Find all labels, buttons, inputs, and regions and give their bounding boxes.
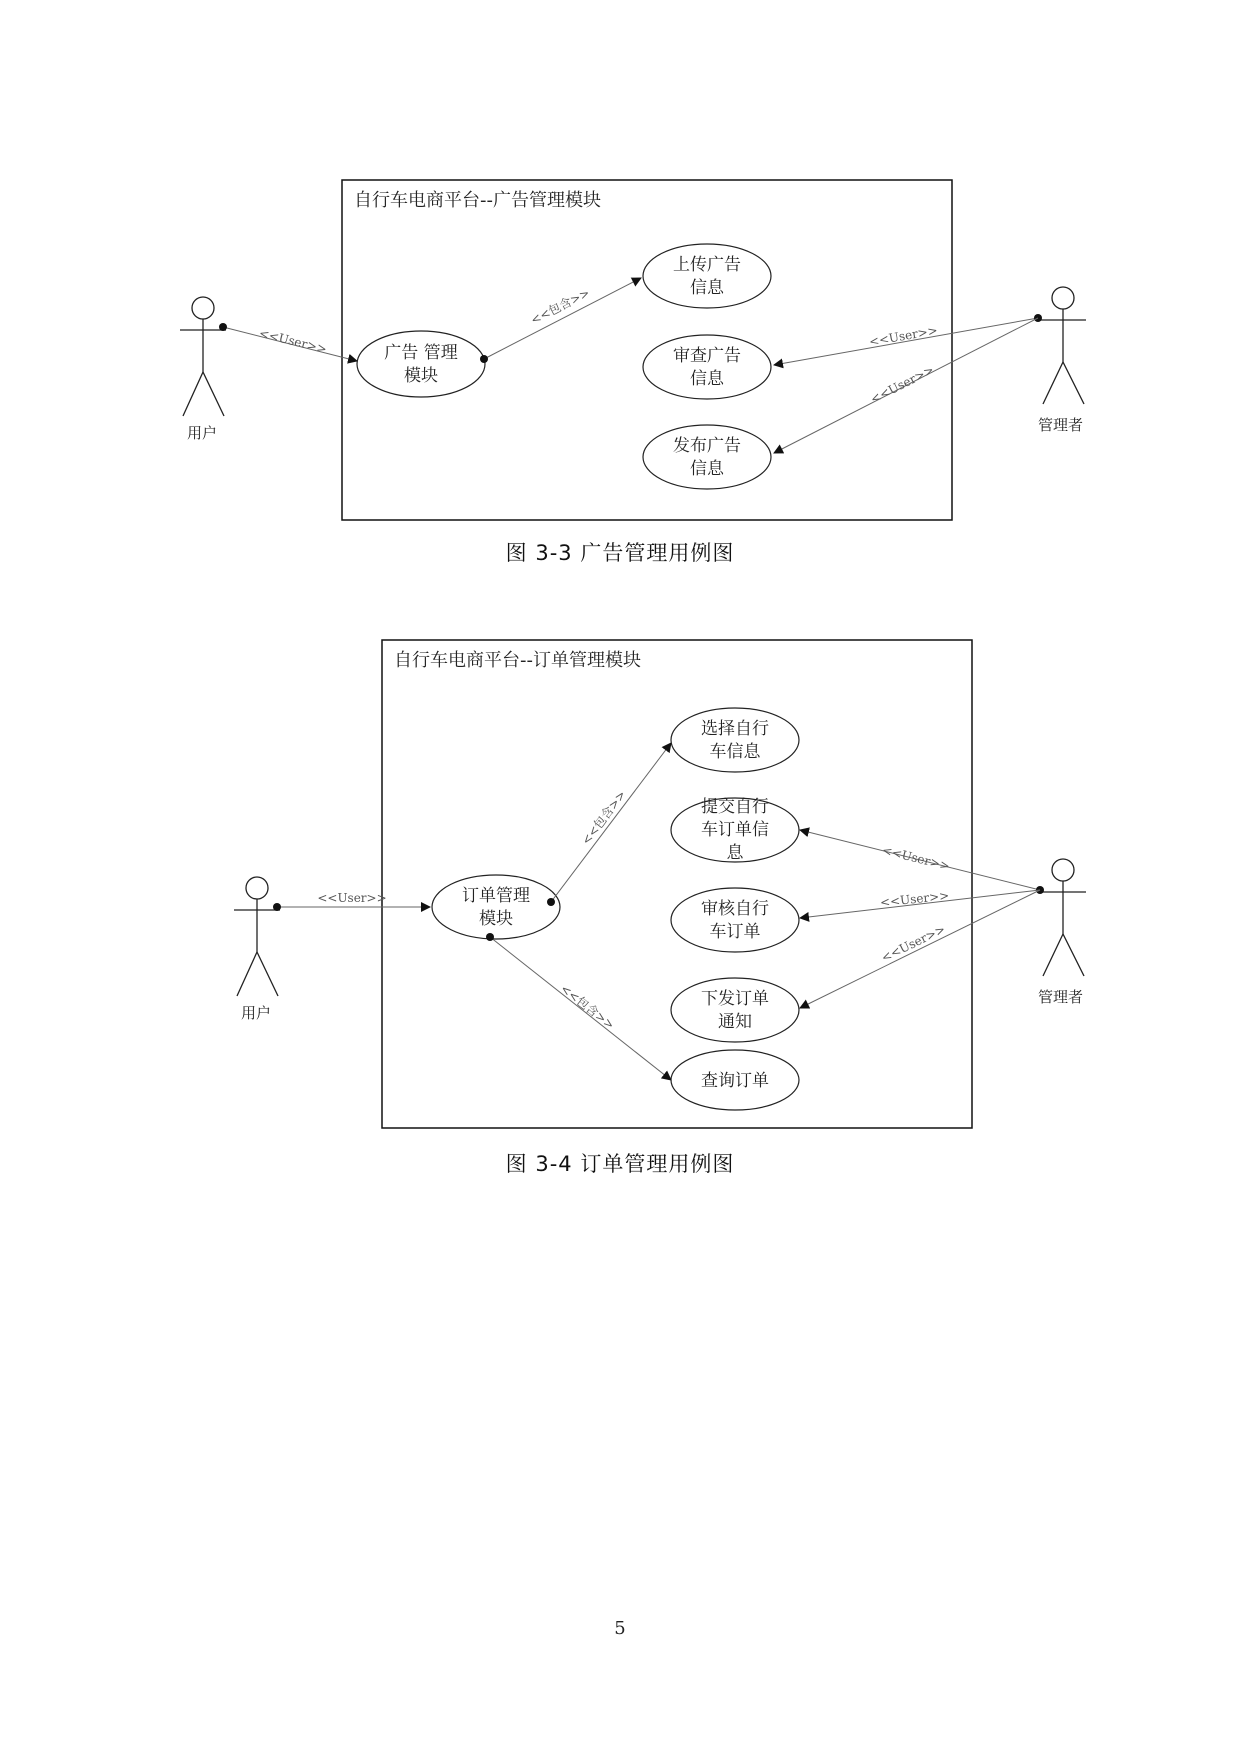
usecase-submit-order-line3: 息 bbox=[726, 843, 744, 863]
usecase-submit-order-line1: 提交自行 bbox=[701, 797, 769, 817]
usecase-review-ad-line1: 审查广告 bbox=[673, 346, 741, 366]
connector-admin-notify bbox=[800, 890, 1040, 1008]
connector-user-to-module bbox=[219, 323, 357, 361]
connector-include-upload bbox=[480, 278, 641, 363]
stereotype-user-4: <<User>> bbox=[879, 921, 948, 965]
figure-caption-3-4: 图 3-4 订单管理用例图 bbox=[505, 1152, 735, 1176]
admin-actor bbox=[1040, 287, 1086, 404]
usecase-notify-order bbox=[671, 978, 799, 1042]
stereotype-user-1: <<User>> bbox=[257, 325, 329, 357]
usecase-audit-order bbox=[671, 888, 799, 952]
connector-admin-submit bbox=[800, 830, 1044, 894]
usecase-ad-module-line2: 模块 bbox=[404, 366, 438, 386]
usecase-query-order bbox=[671, 1050, 799, 1110]
user-actor-label: 用户 bbox=[241, 1004, 272, 1022]
figure-order-management bbox=[234, 640, 1086, 1128]
admin-actor bbox=[1040, 859, 1086, 976]
stereotype-user-2: <<User>> bbox=[880, 842, 952, 874]
usecase-order-module bbox=[432, 875, 560, 939]
connector-include-query bbox=[486, 933, 671, 1080]
system-title: 自行车电商平台--广告管理模块 bbox=[354, 190, 601, 211]
connector-admin-review bbox=[774, 314, 1042, 365]
usecase-audit-order-line2: 车订单 bbox=[709, 922, 761, 942]
figure-ad-management bbox=[180, 180, 1086, 520]
usecase-select-bike bbox=[671, 708, 799, 772]
usecase-submit-order-line2: 车订单信 bbox=[701, 820, 769, 840]
admin-actor-label: 管理者 bbox=[1038, 416, 1084, 434]
user-actor-label: 用户 bbox=[187, 424, 218, 442]
connector-include-select bbox=[547, 743, 671, 906]
connector-user-to-module bbox=[273, 891, 430, 911]
usecase-notify-order-line2: 通知 bbox=[718, 1012, 752, 1032]
usecase-ad-module-line1: 广告 管理 bbox=[384, 343, 458, 363]
usecase-upload-ad-line1: 上传广告 bbox=[673, 255, 741, 275]
usecase-ad-module bbox=[357, 331, 485, 397]
usecase-query-order-line1: 查询订单 bbox=[701, 1071, 769, 1091]
system-title: 自行车电商平台--订单管理模块 bbox=[394, 650, 641, 671]
usecase-publish-ad bbox=[643, 425, 771, 489]
stereotype-user-2: <<User>> bbox=[867, 323, 939, 349]
connector-admin-audit bbox=[800, 888, 1040, 918]
usecase-audit-order-line1: 审核自行 bbox=[701, 899, 769, 919]
usecase-review-ad-line2: 信息 bbox=[690, 369, 724, 389]
stereotype-user-3: <<User>> bbox=[879, 888, 950, 910]
usecase-submit-order bbox=[671, 797, 799, 863]
usecase-notify-order-line1: 下发订单 bbox=[701, 989, 769, 1009]
stereotype-user-3: <<User>> bbox=[868, 362, 937, 407]
usecase-review-ad bbox=[643, 335, 771, 399]
stereotype-include-2: <<包含>> bbox=[557, 981, 618, 1033]
usecase-publish-ad-line2: 信息 bbox=[690, 459, 724, 479]
admin-actor-label: 管理者 bbox=[1038, 988, 1084, 1006]
system-boundary bbox=[382, 640, 972, 1128]
usecase-upload-ad-line2: 信息 bbox=[690, 278, 724, 298]
page-number: 5 bbox=[614, 1618, 626, 1639]
stereotype-include-1: <<包含>> bbox=[578, 787, 629, 848]
stereotype-include-1: <<包含>> bbox=[528, 285, 592, 328]
figure-caption-3-3: 图 3-3 广告管理用例图 bbox=[505, 541, 735, 565]
user-actor bbox=[180, 297, 226, 416]
usecase-select-bike-line1: 选择自行 bbox=[701, 719, 769, 739]
usecase-select-bike-line2: 车信息 bbox=[709, 742, 761, 762]
usecase-order-module-line1: 订单管理 bbox=[462, 886, 530, 906]
user-actor bbox=[234, 877, 280, 996]
usecase-upload-ad bbox=[643, 244, 771, 308]
stereotype-user-1: <<User>> bbox=[317, 891, 387, 905]
usecase-order-module-line2: 模块 bbox=[479, 909, 513, 929]
usecase-publish-ad-line1: 发布广告 bbox=[673, 436, 741, 456]
